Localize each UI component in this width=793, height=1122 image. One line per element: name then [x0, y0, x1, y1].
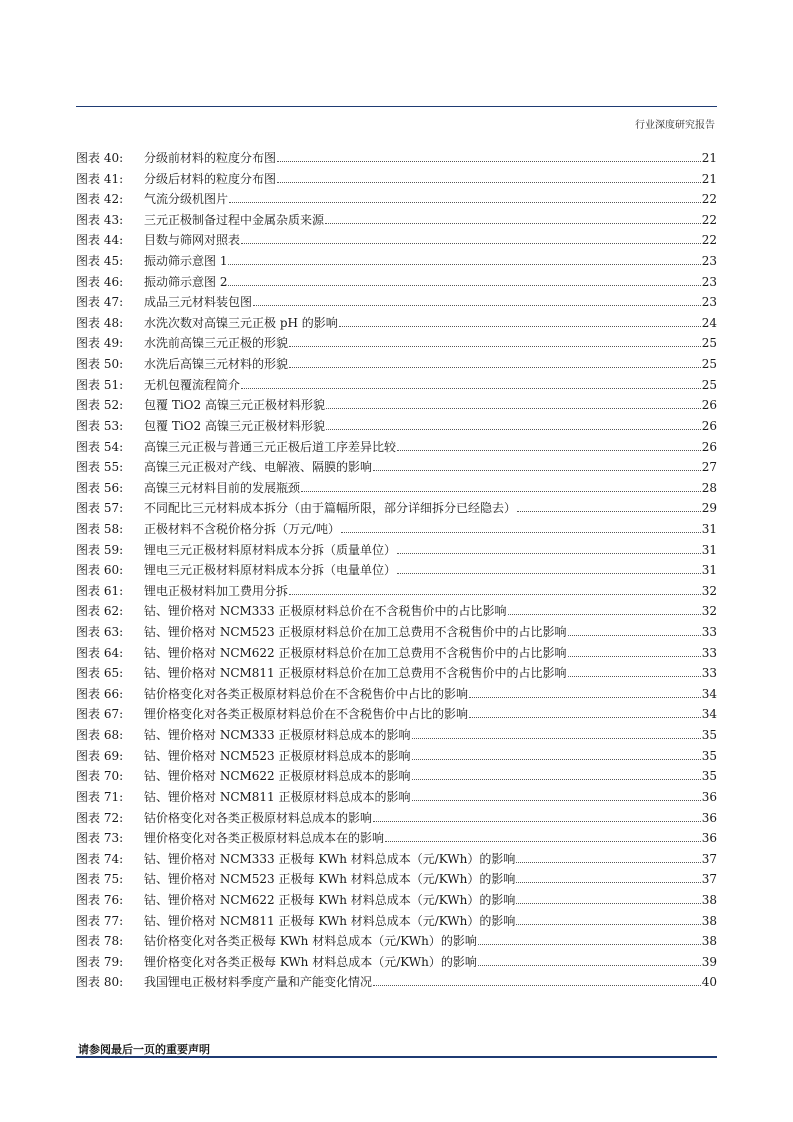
toc-entry-page: 25 — [701, 377, 717, 392]
toc-entry-title[interactable]: 钴、锂价格对 NCM333 正极原材料总成本的影响 — [144, 728, 411, 743]
toc-entry-page: 26 — [701, 439, 717, 454]
toc-entry-title[interactable]: 钴、锂价格对 NCM622 正极原材料总价在加工总费用不含税售价中的占比影响 — [144, 645, 567, 660]
toc-entry-title[interactable]: 三元正极制备过程中金属杂质来源 — [144, 212, 325, 227]
toc-entry-label: 图表 42: — [76, 192, 124, 207]
header-rule — [76, 106, 717, 107]
toc-entry-title[interactable]: 正极材料不含税价格分拆（万元/吨） — [144, 521, 341, 536]
toc-entry-page: 31 — [701, 521, 717, 536]
dot-leader — [397, 573, 701, 574]
toc-entry-label: 图表 60: — [76, 563, 124, 578]
toc-entry-page: 37 — [701, 872, 717, 887]
dot-leader — [326, 429, 701, 430]
toc-entry-label: 图表 54: — [76, 439, 124, 454]
toc-entry-title[interactable]: 高镍三元正极与普通三元正极后道工序差异比较 — [144, 439, 397, 454]
dot-leader — [469, 697, 701, 698]
toc-entry-label: 图表 50: — [76, 357, 124, 372]
toc-entry-title[interactable]: 钴、锂价格对 NCM333 正极原材料总价在不含税售价中的占比影响 — [144, 604, 507, 619]
dot-leader — [339, 326, 701, 327]
dot-leader — [397, 553, 701, 554]
toc-entry-label: 图表 59: — [76, 542, 124, 557]
dot-leader — [341, 532, 701, 533]
toc-entry-page: 23 — [701, 254, 717, 269]
toc-entry[interactable] — [76, 313, 717, 334]
toc-entry-page: 22 — [701, 192, 717, 207]
toc-entry-label: 图表 44: — [76, 233, 124, 248]
dot-leader — [325, 223, 701, 224]
toc-entry[interactable] — [76, 498, 717, 519]
toc-entry[interactable] — [76, 622, 717, 643]
toc-entry-label: 图表 65: — [76, 666, 124, 681]
toc-entry-label: 图表 48: — [76, 315, 124, 330]
toc-entry[interactable] — [76, 704, 717, 725]
dot-leader — [289, 346, 701, 347]
toc-entry-label: 图表 51: — [76, 377, 124, 392]
toc-entry[interactable] — [76, 333, 717, 354]
toc-entry-title[interactable]: 水洗次数对高镍三元正极 pH 的影响 — [144, 315, 338, 330]
toc-entry-label: 图表 68: — [76, 728, 124, 743]
toc-entry-page: 22 — [701, 233, 717, 248]
toc-entry-page: 32 — [701, 604, 717, 619]
toc-entry-title[interactable]: 无机包覆流程简介 — [144, 377, 241, 392]
toc-entry[interactable] — [76, 643, 717, 664]
toc-entry-page: 35 — [701, 748, 717, 763]
dot-leader — [478, 965, 701, 966]
toc-entry[interactable] — [76, 849, 717, 870]
report-type-title: 行业深度研究报告 — [635, 120, 715, 131]
toc-entry-label: 图表 45: — [76, 254, 124, 269]
dot-leader — [508, 614, 701, 615]
toc-entry-page: 34 — [701, 707, 717, 722]
dot-leader — [289, 594, 701, 595]
toc-entry[interactable] — [76, 725, 717, 746]
toc-entry-title[interactable]: 水洗前高镍三元正极的形貌 — [144, 336, 289, 351]
toc-entry[interactable] — [76, 911, 717, 932]
toc-entry-title[interactable]: 振动筛示意图 2 — [144, 274, 228, 289]
toc-entry-label: 图表 67: — [76, 707, 124, 722]
dot-leader — [568, 656, 701, 657]
toc-entry[interactable] — [76, 478, 717, 499]
dot-leader — [412, 779, 701, 780]
toc-entry[interactable] — [76, 437, 717, 458]
toc-entry-label: 图表 80: — [76, 975, 124, 990]
dot-leader — [517, 511, 701, 512]
toc-entry-title[interactable]: 锂电三元正极材料原材料成本分拆（质量单位） — [144, 542, 397, 557]
toc-entry-page: 28 — [701, 480, 717, 495]
toc-entry[interactable] — [76, 931, 717, 952]
toc-entry-label: 图表 63: — [76, 625, 124, 640]
toc-entry[interactable] — [76, 952, 717, 973]
dot-leader — [373, 821, 701, 822]
toc-entry[interactable] — [76, 581, 717, 602]
dot-leader — [469, 717, 701, 718]
toc-entry-page: 26 — [701, 398, 717, 413]
toc-entry[interactable] — [76, 210, 717, 231]
toc-entry-page: 39 — [701, 954, 717, 969]
toc-entry-page: 21 — [701, 151, 717, 165]
toc-entry-page: 33 — [701, 645, 717, 660]
toc-entry-page: 29 — [701, 501, 717, 516]
dot-leader — [412, 759, 701, 760]
disclaimer-notice: 请参阅最后一页的重要声明 — [78, 1043, 210, 1056]
toc-entry-label: 图表 66: — [76, 686, 124, 701]
toc-entry[interactable] — [76, 972, 717, 993]
toc-entry-title[interactable]: 包覆 TiO2 高镍三元正极材料形貌 — [144, 418, 325, 433]
toc-entry[interactable] — [76, 148, 717, 169]
toc-entry-title[interactable]: 钴、锂价格对 NCM811 正极原材料总价在加工总费用不含税售价中的占比影响 — [144, 666, 567, 681]
toc-entry[interactable] — [76, 292, 717, 313]
toc-entry-page: 37 — [701, 851, 717, 866]
toc-entry-label: 图表 55: — [76, 460, 124, 475]
toc-entry-label: 图表 56: — [76, 480, 124, 495]
dot-leader — [241, 388, 701, 389]
toc-entry-title[interactable]: 锂价格变化对各类正极每 KWh 材料总成本（元/KWh）的影响 — [144, 954, 477, 969]
toc-entry-title[interactable]: 不同配比三元材料成本拆分（由于篇幅所限，部分详细拆分已经隐去） — [144, 501, 517, 516]
toc-entry-label: 图表 78: — [76, 934, 124, 949]
dot-leader — [229, 202, 701, 203]
toc-entry[interactable] — [76, 890, 717, 911]
toc-entry-title[interactable]: 钴、锂价格对 NCM811 正极原材料总成本的影响 — [144, 789, 411, 804]
dot-leader — [516, 924, 700, 925]
toc-entry-page: 35 — [701, 728, 717, 743]
toc-entry-label: 图表 64: — [76, 645, 124, 660]
footer-rule — [76, 1056, 717, 1058]
toc-entry-label: 图表 43: — [76, 212, 124, 227]
toc-entry-title[interactable]: 分级后材料的粒度分布图 — [144, 171, 277, 186]
toc-entry[interactable] — [76, 601, 717, 622]
toc-entry-label: 图表 57: — [76, 501, 124, 516]
dot-leader — [373, 470, 701, 471]
toc-entry[interactable] — [76, 251, 717, 272]
toc-entry[interactable] — [76, 787, 717, 808]
toc-entry-page: 23 — [701, 295, 717, 310]
toc-entry-label: 图表 47: — [76, 295, 124, 310]
toc-entry-title[interactable]: 锂价格变化对各类正极原材料总成本在的影响 — [144, 831, 385, 846]
toc-entry[interactable] — [76, 808, 717, 829]
dot-leader — [373, 985, 701, 986]
toc-entry-page: 35 — [701, 769, 717, 784]
toc-entry-page: 33 — [701, 625, 717, 640]
toc-entry-title[interactable]: 成品三元材料装包图 — [144, 295, 253, 310]
toc-entry-page: 36 — [701, 810, 717, 825]
toc-entry-title[interactable]: 分级前材料的粒度分布图 — [144, 151, 277, 165]
toc-entry-page: 22 — [701, 212, 717, 227]
toc-entry-page: 25 — [701, 357, 717, 372]
toc-entry[interactable] — [76, 272, 717, 293]
dot-leader — [253, 305, 701, 306]
toc-entry-title[interactable]: 包覆 TiO2 高镍三元正极材料形貌 — [144, 398, 325, 413]
toc-entry[interactable] — [76, 828, 717, 849]
toc-entry-label: 图表 73: — [76, 831, 124, 846]
toc-entry-label: 图表 49: — [76, 336, 124, 351]
toc-entry-title[interactable]: 锂电三元正极材料原材料成本分拆（电量单位） — [144, 563, 397, 578]
toc-entry[interactable] — [76, 540, 717, 561]
dot-leader — [516, 862, 700, 863]
toc-entry-title[interactable]: 钴价格变化对各类正极原材料总成本的影响 — [144, 810, 373, 825]
toc-entry-page: 23 — [701, 274, 717, 289]
toc-entry-page: 36 — [701, 831, 717, 846]
toc-entry[interactable] — [76, 354, 717, 375]
toc-entry-page: 38 — [701, 934, 717, 949]
toc-entry-title[interactable]: 锂价格变化对各类正极原材料总价在不含税售价中占比的影响 — [144, 707, 469, 722]
dot-leader — [568, 635, 701, 636]
toc-entry-title[interactable]: 钴价格变化对各类正极原材料总价在不含税售价中占比的影响 — [144, 686, 469, 701]
toc-entry-label: 图表 70: — [76, 769, 124, 784]
toc-entry[interactable] — [76, 416, 717, 437]
toc-entry-label: 图表 58: — [76, 521, 124, 536]
toc-entry-page: 38 — [701, 892, 717, 907]
toc-entry-page: 36 — [701, 789, 717, 804]
toc-entry[interactable] — [76, 189, 717, 210]
toc-entry-title[interactable]: 钴、锂价格对 NCM523 正极每 KWh 材料总成本（元/KWh）的影响 — [144, 872, 516, 887]
toc-entry-page: 24 — [701, 315, 717, 330]
toc-entry-label: 图表 41: — [76, 171, 124, 186]
figure-list — [76, 148, 717, 993]
toc-entry[interactable] — [76, 663, 717, 684]
toc-entry[interactable] — [76, 375, 717, 396]
toc-entry[interactable] — [76, 230, 717, 251]
dot-leader — [277, 182, 701, 183]
toc-entry[interactable] — [76, 169, 717, 190]
toc-entry-page: 40 — [701, 975, 717, 990]
toc-entry-page: 26 — [701, 418, 717, 433]
toc-entry[interactable] — [76, 746, 717, 767]
toc-entry-label: 图表 69: — [76, 748, 124, 763]
toc-entry-title[interactable]: 钴、锂价格对 NCM523 正极原材料总成本的影响 — [144, 748, 411, 763]
toc-entry-page: 34 — [701, 686, 717, 701]
toc-entry-label: 图表 71: — [76, 789, 124, 804]
toc-entry-label: 图表 40: — [76, 151, 124, 165]
dot-leader — [397, 450, 701, 451]
dot-leader — [516, 903, 700, 904]
toc-entry-page: 32 — [701, 583, 717, 598]
toc-entry-page: 31 — [701, 542, 717, 557]
toc-entry-page: 27 — [701, 460, 717, 475]
toc-entry-label: 图表 72: — [76, 810, 124, 825]
toc-entry-label: 图表 61: — [76, 583, 124, 598]
toc-entry-title[interactable]: 钴、锂价格对 NCM333 正极每 KWh 材料总成本（元/KWh）的影响 — [144, 851, 516, 866]
toc-entry-title[interactable]: 气流分级机图片 — [144, 192, 229, 207]
dot-leader — [516, 882, 700, 883]
toc-entry-label: 图表 53: — [76, 418, 124, 433]
toc-entry[interactable] — [76, 684, 717, 705]
toc-entry-title[interactable]: 钴价格变化对各类正极每 KWh 材料总成本（元/KWh）的影响 — [144, 934, 477, 949]
toc-entry-page: 31 — [701, 563, 717, 578]
dot-leader — [301, 491, 701, 492]
dot-leader — [412, 800, 701, 801]
toc-entry-label: 图表 62: — [76, 604, 124, 619]
toc-entry-label: 图表 74: — [76, 851, 124, 866]
toc-entry-title[interactable]: 钴、锂价格对 NCM523 正极原材料总价在加工总费用不含税售价中的占比影响 — [144, 625, 567, 640]
toc-entry[interactable] — [76, 869, 717, 890]
dot-leader — [568, 676, 701, 677]
dot-leader — [412, 738, 701, 739]
toc-entry-title[interactable]: 目数与筛网对照表 — [144, 233, 241, 248]
toc-entry-label: 图表 77: — [76, 913, 124, 928]
dot-leader — [228, 285, 700, 286]
toc-entry-title[interactable]: 锂电正极材料加工费用分拆 — [144, 583, 289, 598]
toc-entry-title[interactable]: 钴、锂价格对 NCM811 正极每 KWh 材料总成本（元/KWh）的影响 — [144, 913, 516, 928]
toc-entry-page: 38 — [701, 913, 717, 928]
toc-entry[interactable] — [76, 766, 717, 787]
toc-entry-label: 图表 46: — [76, 274, 124, 289]
toc-entry-label: 图表 79: — [76, 954, 124, 969]
toc-entry-label: 图表 76: — [76, 892, 124, 907]
dot-leader — [326, 408, 701, 409]
toc-entry[interactable] — [76, 519, 717, 540]
toc-entry-title[interactable]: 振动筛示意图 1 — [144, 254, 228, 269]
dot-leader — [277, 161, 701, 162]
toc-entry[interactable] — [76, 457, 717, 478]
dot-leader — [385, 841, 701, 842]
dot-leader — [478, 944, 701, 945]
toc-entry-page: 25 — [701, 336, 717, 351]
toc-entry-label: 图表 75: — [76, 872, 124, 887]
toc-entry-title[interactable]: 水洗后高镍三元材料的形貌 — [144, 357, 289, 372]
toc-entry-label: 图表 52: — [76, 398, 124, 413]
toc-entry-title[interactable]: 钴、锂价格对 NCM622 正极每 KWh 材料总成本（元/KWh）的影响 — [144, 892, 516, 907]
dot-leader — [289, 367, 701, 368]
toc-entry-title[interactable]: 高镍三元正极对产线、电解液、隔膜的影响 — [144, 460, 373, 475]
toc-entry[interactable] — [76, 395, 717, 416]
toc-entry[interactable] — [76, 560, 717, 581]
dot-leader — [241, 243, 701, 244]
dot-leader — [228, 264, 700, 265]
toc-entry-title[interactable]: 我国锂电正极材料季度产量和产能变化情况 — [144, 975, 373, 990]
toc-entry-page: 33 — [701, 666, 717, 681]
toc-entry-title[interactable]: 钴、锂价格对 NCM622 正极原材料总成本的影响 — [144, 769, 411, 784]
toc-entry-page: 21 — [701, 171, 717, 186]
toc-entry-title[interactable]: 高镍三元材料目前的发展瓶颈 — [144, 480, 301, 495]
